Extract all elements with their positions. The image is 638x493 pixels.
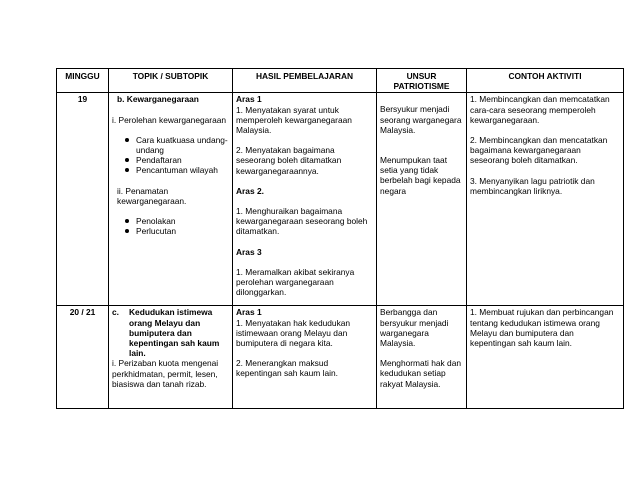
- table-header-row: [57, 69, 624, 93]
- hasil-cell: [233, 306, 377, 409]
- unsur-item: Berbangga dan bersyukur menjadi warganegara Malaysia.: [380, 307, 449, 349]
- hasil-item: 1. Menyatakan hak kedudukan istimewaan orang Melayu dan bumiputera di negara kita.: [236, 317, 351, 349]
- topik-title: c. Kedudukan istimewa orang Melayu dan bumiputera dan kepentingan sah kaum lain.: [112, 307, 220, 359]
- hasil-item: 1. Meramalkan akibat sekiranya perolehan warganegaraan dilonggarkan.: [236, 266, 355, 298]
- bullet-icon: [125, 138, 129, 142]
- topik-bullets: [112, 216, 229, 236]
- unsur-item: Menumpukan taat setia yang tidak berbelah bagi kepada negara: [380, 155, 461, 196]
- list-item: Perlucutan: [112, 226, 229, 236]
- topik-cell: [109, 93, 233, 306]
- aktiviti-item: 1. Membuat rujukan dan perbincangan tentang kedudukan istimewa orang Melayu dan bumiputera dan kepentingan sah kaum lain.: [470, 307, 614, 349]
- list-item: Penolakan: [112, 216, 229, 226]
- aras-label: Aras 2.: [236, 185, 264, 196]
- hasil-item: 2. Menerangkan maksud kepentingan sah kaum lain.: [236, 358, 338, 379]
- aktiviti-cell: [467, 93, 624, 306]
- aktiviti-item: 3. Menyanyikan lagu patriotik dan membincangkan liriknya.: [470, 175, 595, 196]
- bullet-icon: [125, 168, 129, 172]
- topik-sub: i. Perizaban kuota mengenai perkhidmatan, permit, lesen, biasiswa dan tanah rizab.: [112, 358, 219, 389]
- lesson-plan-table: [56, 68, 624, 409]
- hasil-item: 2. Menyatakan bagaimana seseorang boleh ditamatkan kewarganegaraannya.: [236, 145, 342, 176]
- topik-bullets: [112, 135, 229, 176]
- bullet-icon: [125, 229, 129, 233]
- aktiviti-item: 1. Membincangkan dan memcatatkan cara-cara seseorang memperoleh kewarganegaraan.: [470, 94, 610, 125]
- header-topik: TOPIK / SUBTOPIK: [109, 69, 233, 93]
- aras-label: Aras 1: [236, 307, 262, 318]
- bullet-icon: [125, 219, 129, 223]
- table-row: [57, 306, 624, 409]
- aras-label: Aras 3: [236, 246, 262, 257]
- header-minggu: MINGGU: [57, 69, 109, 93]
- minggu-cell: 20 / 21: [57, 306, 109, 409]
- topik-title: b. Kewarganegaraan: [117, 94, 199, 105]
- unsur-item: Menghormati hak dan kedudukan setiap rakyat Malaysia.: [380, 358, 462, 389]
- hasil-item: 1. Menghuraikan bagaimana kewarganegaraan seseorang boleh ditamatkan.: [236, 206, 368, 237]
- list-item: Cara kuatkuasa undang-undang: [112, 135, 229, 155]
- topik-sub: i. Perolehan kewarganegaraan: [112, 114, 227, 125]
- aktiviti-item: 2. Membincangkan dan mencatatkan bagaimana kewarganegaraan seseorang boleh ditamatkan.: [470, 135, 608, 166]
- aktiviti-cell: [467, 306, 624, 409]
- aras-label: Aras 1: [236, 94, 262, 105]
- topik-cell: [109, 306, 233, 409]
- list-item: Pencantuman wilayah: [112, 165, 229, 175]
- hasil-cell: [233, 93, 377, 306]
- bullet-icon: [125, 158, 129, 162]
- unsur-cell: [377, 306, 467, 409]
- list-item: Pendaftaran: [112, 155, 229, 165]
- unsur-item: Bersyukur menjadi seorang warganegara Malaysia.: [380, 104, 462, 135]
- hasil-item: 1. Menyatakan syarat untuk memperoleh kewarganegaraan Malaysia.: [236, 104, 352, 136]
- minggu-cell: 19: [57, 93, 109, 306]
- header-unsur: UNSUR PATRIOTISME: [377, 69, 467, 93]
- topik-sub: ii. Penamatan kewarganegaraan.: [117, 185, 187, 206]
- header-aktiviti: CONTOH AKTIVITI: [467, 69, 624, 93]
- table-row: [57, 93, 624, 306]
- header-hasil: HASIL PEMBELAJARAN: [233, 69, 377, 93]
- unsur-cell: [377, 93, 467, 306]
